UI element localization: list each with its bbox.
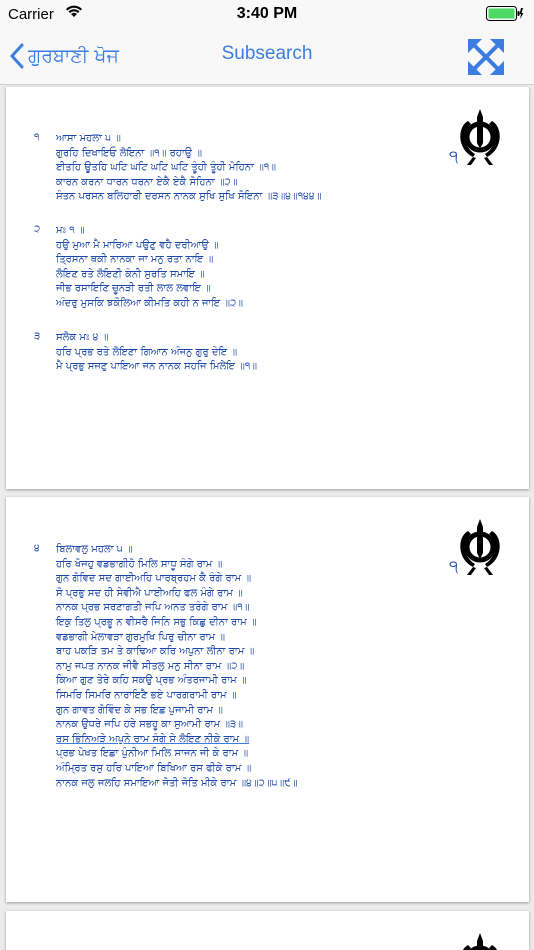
gurbani-line: ਇਕੁ ਤਿਲੁ ਪ੍ਰਭੂ ਨ ਵੀਸਰੈ ਜਿਨਿ ਸਭੁ ਕਿਛੁ ਦੀਨਾ ਰਾਮ ॥	[56, 616, 257, 628]
gurbani-line: ਗੁਨ ਗੋਵਿਦ ਸਦ ਗਾਈਅਹਿ ਪਾਰਬ੍ਰਹਮ ਕੈ ਰੰਗੇ ਰਾਮ ॥	[56, 573, 252, 585]
gurbani-line: ਮਃ ੧ ॥	[56, 225, 85, 236]
page-title: Subsearch	[221, 43, 313, 64]
gurbani-line: ਆਸਾ ਮਹਲਾ ੫ ॥	[56, 133, 121, 144]
gurbani-line: ਵਡਭਾਗੀ ਮੇਲਾਵੜਾ ਗੁਰਮੁਖਿ ਪਿਰੁ ਚੀਨਾ ਰਾਮ ॥	[56, 631, 226, 643]
gurbani-line: ਨਾਨਕ ਪ੍ਰਭ ਸਰਣਾਗਤੀ ਜਪਿ ਅਨਤ ਤਰੰਗੇ ਰਾਮ ॥੧॥	[56, 602, 250, 614]
shabad-number: ੧	[34, 132, 40, 143]
gurbani-line: ਤ੍ਰਿਸਨਾ ਥਕੀ ਨਾਨਕਾ ਜਾ ਮਨੁ ਰਤਾ ਨਾਇ ॥	[56, 254, 214, 266]
gurbani-line: ਸੋ ਪ੍ਰਭੁ ਸਦ ਹੀ ਸੇਵੀਐ ਪਾਈਅਹਿ ਫਲ ਮੰਗੇ ਰਾਮ ॥	[56, 587, 243, 599]
gurbani-line: ਬਾਹ ਪਕੜਿ ਤਮ ਤੇ ਕਾਢਿਆ ਕਰਿ ਅਪੁਨਾ ਲੀਨਾ ਰਾਮ ॥	[56, 646, 255, 658]
gurbani-line: ਸਲੋਕ ਮਃ ੪ ॥	[56, 332, 109, 343]
result-card[interactable]	[6, 87, 529, 489]
shabad-number: ੩	[34, 331, 41, 342]
highlighted-gurbani-line[interactable]: ਰਸ ਭਿੰਨਿਅੜੇ ਅਪੁਨੇ ਰਾਮ ਸੰਗੇ ਸੇ ਲੋਇਣ ਨੀਕੇ ਰਾਮ ॥	[56, 733, 250, 745]
gurbani-line: ਕਾਰਨ ਕਰਨਾ ਧਾਰਨ ਧਰਨਾ ਏਕੈ ਏਕੈ ਸੋਹਿਨਾ ॥੨॥	[56, 176, 238, 188]
gurbani-line: ਗੁਰਹਿ ਦਿਖਾਇਓ ਲੋਇਨਾ ॥੧॥ ਰਹਾਉ ॥	[56, 147, 202, 159]
back-button-label: ਗੁਰਬਾਣੀ ਖੋਜ	[28, 45, 119, 67]
shabad-number: ੨	[34, 224, 41, 235]
gurbani-line: ਕਿਆ ਗੁਣ ਤੇਰੇ ਕਹਿ ਸਕਉ ਪ੍ਰਭ ਅੰਤਰਜਾਮੀ ਰਾਮ ॥	[56, 675, 247, 687]
gurbani-line: ਮੈ ਪ੍ਰਭੁ ਸਜਣੁ ਪਾਇਆ ਜਨ ਨਾਨਕ ਸਹਜਿ ਮਿਲੇਇ ॥੧॥	[56, 361, 258, 373]
shabad-number: ੪	[34, 543, 40, 554]
gurbani-line: ਅੰਮ੍ਰਿਤ ਰਸੁ ਹਰਿ ਪਾਇਆ ਬਿਖਿਆ ਰਸ ਫੀਕੇ ਰਾਮ ॥	[56, 762, 252, 774]
page-number: ੧	[449, 557, 459, 577]
gurbani-line: ਪ੍ਰਭ ਪੇਖਤ ਇਛਾ ਪੁੰਨੀਆ ਮਿਲਿ ਸਾਜਨ ਜੀ ਕੇ ਰਾਮ ॥	[56, 748, 249, 760]
battery-icon	[486, 6, 524, 21]
gurbani-line: ਈਤਹਿ ਊਤਹਿ ਘਟਿ ਘਟਿ ਘਟਿ ਘਟਿ ਤੂੰਹੀ ਤੂੰਹੀ ਮੋਹਿਨਾ ॥੧॥	[56, 162, 276, 174]
gurbani-line: ਹਰਿ ਖੋਜਹੁ ਵਡਭਾਗੀਹੋ ਮਿਲਿ ਸਾਧੂ ਸੰਗੇ ਰਾਮ ॥	[56, 558, 223, 570]
gurbani-line: ਹਉ ਮੁਆ ਮੈ ਮਾਰਿਆ ਪਉਣੁ ਵਹੈ ਦਰੀਆਉ ॥	[56, 239, 219, 251]
gurbani-line: ਸੰਤਨ ਪਰਸਨ ਬਲਿਹਾਰੀ ਦਰਸਨ ਨਾਨਕ ਸੁਖਿ ਸੁਖਿ ਸੋਇਨਾ ॥੩॥੪॥੧੪੪॥	[56, 191, 322, 203]
gurbani-line: ਗੁਨ ਗਾਵਤ ਗੋਵਿੰਦ ਕੇ ਸਭ ਇਛ ਪੁਜਾਮੀ ਰਾਮ ॥	[56, 704, 223, 716]
navigation-bar	[0, 28, 534, 85]
page-number: ੧	[449, 147, 459, 167]
result-card[interactable]	[6, 497, 529, 902]
gurbani-line: ਨਾਮੁ ਜਪਤ ਨਾਨਕ ਜੀਵੈ ਸੀਤਲੁ ਮਨੁ ਸੀਨਾ ਰਾਮ ॥੨॥	[56, 660, 245, 672]
shabad-block[interactable]	[34, 132, 321, 205]
shabad-block[interactable]	[34, 224, 243, 312]
khanda-icon	[455, 107, 505, 167]
gurbani-line: ਸਿਮਰਿ ਸਿਮਰਿ ਨਾਰਾਇਣੈ ਭਏ ਪਾਰਗਰਾਮੀ ਰਾਮ ॥	[56, 689, 237, 701]
khanda-icon	[455, 517, 505, 577]
clock: 3:40 PM	[236, 5, 298, 22]
shabad-block[interactable]	[34, 543, 297, 791]
result-card[interactable]	[6, 911, 529, 950]
gurbani-line: ਨਾਨਕ ਉਧਰੇ ਜਪਿ ਹਰੇ ਸਭਹੂ ਕਾ ਸੁਆਮੀ ਰਾਮ ॥੩॥	[56, 719, 243, 731]
results-list[interactable]	[0, 85, 534, 950]
carrier-label: Carrier	[8, 6, 54, 23]
status-bar	[0, 0, 534, 28]
khanda-icon	[455, 931, 505, 950]
shabad-block[interactable]	[34, 331, 257, 375]
expand-icon[interactable]	[466, 37, 506, 77]
gurbani-line: ਲੋਇਣ ਰਤੇ ਲੋਇਣੀ ਕੰਨੀ ਸੁਰਤਿ ਸਮਾਇ ॥	[56, 268, 205, 280]
gurbani-line: ਹਰਿ ਪ੍ਰਭ ਰਤੇ ਲੋਇਣਾ ਗਿਆਨ ਅੰਜਨੁ ਗੁਰੁ ਦੇਇ ॥	[56, 346, 238, 358]
gurbani-line: ਅੰਦਰੁ ਮੁਸਕਿ ਝਕੋਲਿਆ ਕੀਮਤਿ ਕਹੀ ਨ ਜਾਇ ॥੨॥	[56, 297, 243, 309]
gurbani-line: ਨਾਨਕ ਜਲੁ ਜਲਹਿ ਸਮਾਇਆ ਜੋਤੀ ਜੋਤਿ ਮੀਕੇ ਰਾਮ ॥੪॥੨॥੫॥੯॥	[56, 777, 298, 789]
gurbani-line: ਬਿਲਾਵਲੁ ਮਹਲਾ ੫ ॥	[56, 544, 133, 555]
gurbani-line: ਜੀਭ ਰਸਾਇਣਿ ਚੂਨੜੀ ਰਤੀ ਲਾਲ ਲਵਾਇ ॥	[56, 283, 211, 295]
